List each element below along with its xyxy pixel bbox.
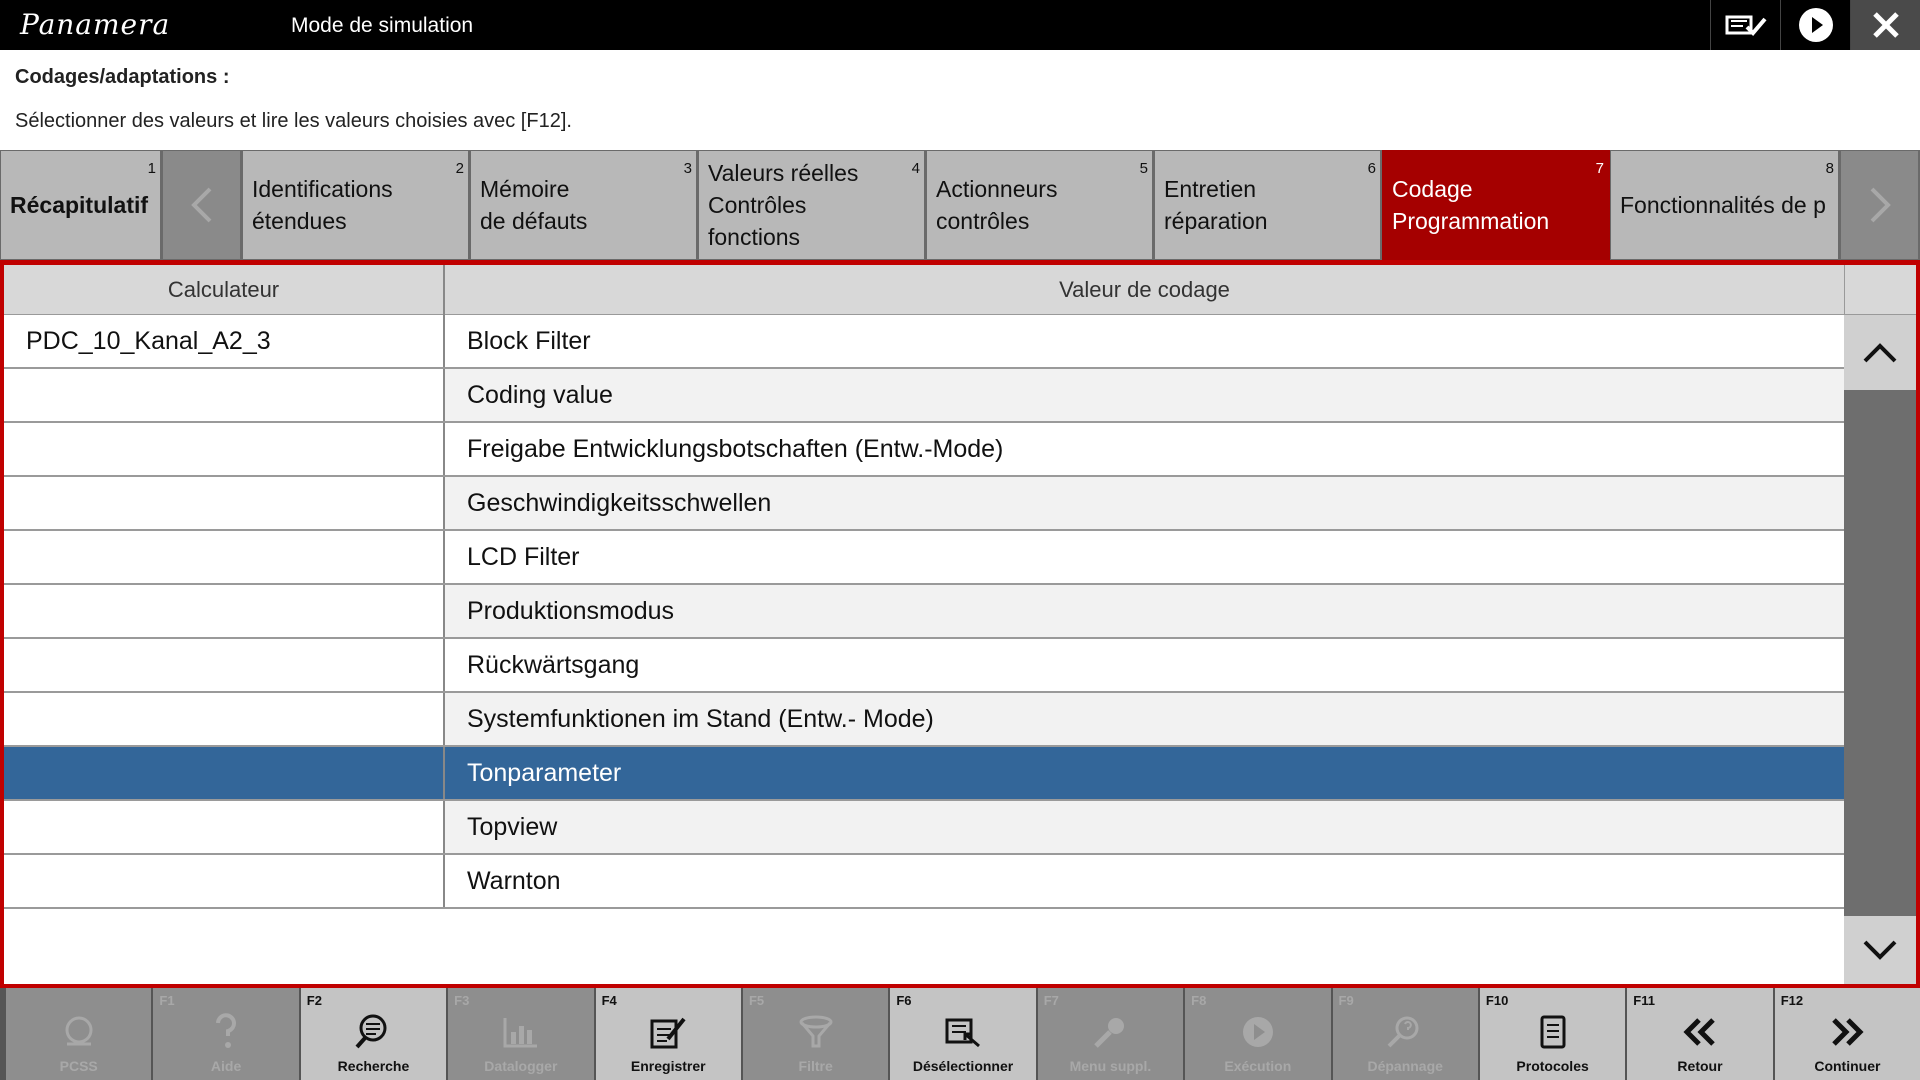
function-label: Filtre <box>798 1058 833 1074</box>
troubleshoot-icon <box>1385 1012 1425 1052</box>
table-row[interactable] <box>4 531 1844 585</box>
tab-scroll-left[interactable] <box>162 150 242 260</box>
deselect-button[interactable] <box>890 988 1035 1080</box>
calculateur-cell <box>4 801 445 853</box>
table-row[interactable] <box>4 693 1844 747</box>
tab-recapitulatif[interactable] <box>0 150 162 260</box>
back-button[interactable] <box>1627 988 1772 1080</box>
scroll-down-button[interactable] <box>1844 916 1916 984</box>
tab-bar <box>0 150 1920 260</box>
coding-value-cell: Warnton <box>445 855 1844 907</box>
execution-button[interactable] <box>1185 988 1330 1080</box>
filter-button[interactable] <box>743 988 888 1080</box>
tab-number: 6 <box>1367 160 1376 177</box>
page-title: Codages/adaptations : <box>15 66 230 88</box>
scroll-track[interactable] <box>1844 390 1916 916</box>
coding-value-cell: Freigabe Entwicklungsbotschaften (Entw.-Mode) <box>445 423 1844 475</box>
tab-label: Identifications étendues <box>252 176 393 234</box>
tab-number: 8 <box>1825 160 1834 177</box>
calculateur-cell <box>4 585 445 637</box>
save-icon <box>648 1012 688 1052</box>
function-key: F5 <box>748 993 765 1008</box>
tab-label: Mémoire de défauts <box>480 176 588 234</box>
forward-icon <box>1826 1012 1868 1052</box>
function-label: Dépannage <box>1367 1058 1443 1074</box>
save-button[interactable] <box>596 988 741 1080</box>
tab-valeurs-reelles[interactable] <box>698 150 926 260</box>
troubleshoot-button[interactable] <box>1333 988 1478 1080</box>
tab-label: Actionneurs contrôles <box>936 176 1058 234</box>
function-key: F8 <box>1191 993 1207 1008</box>
tab-actionneurs[interactable] <box>926 150 1154 260</box>
table-row[interactable] <box>4 477 1844 531</box>
table-body <box>4 315 1844 909</box>
function-label: Retour <box>1677 1058 1723 1074</box>
protocols-button[interactable] <box>1480 988 1625 1080</box>
calculateur-cell <box>4 423 445 475</box>
coding-value-cell: Block Filter <box>445 315 1844 367</box>
table-row[interactable] <box>4 855 1844 909</box>
instruction-text: Sélectionner des valeurs et lire les valeurs choisies avec [F12]. <box>15 110 572 132</box>
calculateur-cell <box>4 747 445 799</box>
tab-number: 4 <box>911 160 920 177</box>
calculateur-cell <box>4 855 445 907</box>
chevron-up-icon <box>1862 341 1898 365</box>
tab-scroll-right[interactable] <box>1840 150 1920 260</box>
tab-codage-programmation[interactable] <box>1382 150 1610 260</box>
function-key: F4 <box>601 993 617 1008</box>
calculateur-cell <box>4 639 445 691</box>
function-label: Continuer <box>1814 1058 1881 1074</box>
function-key-bar <box>0 988 1920 1080</box>
top-icons <box>1710 0 1920 50</box>
datalogger-icon <box>501 1012 541 1052</box>
coding-value-cell: Coding value <box>445 369 1844 421</box>
tab-label: Codage Programmation <box>1392 176 1550 234</box>
table-row[interactable] <box>4 801 1844 855</box>
pcss-button[interactable] <box>6 988 151 1080</box>
datalogger-button[interactable] <box>448 988 593 1080</box>
tab-memoire-defauts[interactable] <box>470 150 698 260</box>
search-icon <box>353 1012 393 1052</box>
tab-label: Récapitulatif <box>10 192 149 218</box>
coding-value-cell: Rückwärtsgang <box>445 639 1844 691</box>
function-key: F3 <box>454 993 470 1008</box>
play-icon[interactable] <box>1780 0 1850 50</box>
chevron-down-icon <box>1862 938 1898 962</box>
function-label: Protocoles <box>1516 1058 1589 1074</box>
tab-fonctionnalites[interactable] <box>1610 150 1840 260</box>
coding-table-panel <box>0 260 1920 988</box>
menu-suppl-button[interactable] <box>1038 988 1183 1080</box>
chevron-right-icon <box>1866 185 1894 225</box>
function-key: F2 <box>306 993 322 1008</box>
calculateur-cell: PDC_10_Kanal_A2_3 <box>4 315 445 367</box>
tab-number: 5 <box>1139 160 1148 177</box>
coding-value-cell: Produktionsmodus <box>445 585 1844 637</box>
table-header <box>4 265 1844 315</box>
tab-number: 1 <box>147 160 156 177</box>
app-logo: Panamera <box>20 8 171 41</box>
coding-value-cell: Geschwindigkeitsschwellen <box>445 477 1844 529</box>
mode-title: Mode de simulation <box>291 14 474 37</box>
tab-entretien[interactable] <box>1154 150 1382 260</box>
function-label: Aide <box>210 1058 242 1074</box>
tab-label: Valeurs réelles Contrôles fonctions <box>708 160 859 250</box>
tab-number: 3 <box>683 160 692 177</box>
calculateur-cell <box>4 693 445 745</box>
scroll-up-button[interactable] <box>1844 315 1916 390</box>
scrollbar-header <box>1844 265 1916 315</box>
function-label: Datalogger <box>484 1058 558 1074</box>
back-icon <box>1679 1012 1721 1052</box>
function-label: Enregistrer <box>630 1058 706 1074</box>
tab-label: Entretien réparation <box>1164 176 1268 234</box>
function-label: Exécution <box>1224 1058 1292 1074</box>
calculateur-cell <box>4 531 445 583</box>
transfer-check-icon[interactable] <box>1710 0 1780 50</box>
deselect-icon <box>943 1012 983 1052</box>
filter-icon <box>798 1012 834 1052</box>
function-label: Menu suppl. <box>1069 1058 1152 1074</box>
top-bar <box>0 0 1920 50</box>
tab-identifications[interactable] <box>242 150 470 260</box>
coding-value-cell: Topview <box>445 801 1844 853</box>
coding-value-cell: Systemfunktionen im Stand (Entw.- Mode) <box>445 693 1844 745</box>
function-key: F9 <box>1338 993 1354 1008</box>
table-row[interactable] <box>4 369 1844 423</box>
help-button[interactable] <box>153 988 298 1080</box>
play-icon <box>1240 1012 1276 1052</box>
help-icon <box>211 1012 241 1052</box>
coding-value-cell: Tonparameter <box>445 747 1844 799</box>
function-label: Désélectionner <box>912 1058 1014 1074</box>
chevron-left-icon <box>188 185 216 225</box>
search-button[interactable] <box>301 988 446 1080</box>
calculateur-cell <box>4 369 445 421</box>
calculateur-cell <box>4 477 445 529</box>
tab-label: Fonctionnalités de p <box>1620 192 1826 218</box>
menu-icon <box>1090 1012 1130 1052</box>
table-row[interactable] <box>4 639 1844 693</box>
coding-value-cell: LCD Filter <box>445 531 1844 583</box>
pcss-icon <box>59 1012 99 1052</box>
function-key: F1 <box>159 993 175 1008</box>
scrollbar[interactable] <box>1844 265 1916 984</box>
continue-button[interactable] <box>1775 988 1920 1080</box>
table-row[interactable] <box>4 585 1844 639</box>
column-header-calculateur: Calculateur <box>4 265 445 315</box>
close-icon[interactable] <box>1850 0 1920 50</box>
table-row[interactable] <box>4 423 1844 477</box>
function-key: F12 <box>1780 993 1804 1008</box>
protocol-icon <box>1538 1012 1568 1052</box>
column-header-valeur: Valeur de codage <box>1059 277 1230 302</box>
function-key: F11 <box>1633 993 1655 1008</box>
tab-number: 2 <box>455 160 464 177</box>
function-key: F6 <box>896 993 912 1008</box>
function-key: F10 <box>1485 993 1509 1008</box>
function-label: PCSS <box>59 1058 98 1074</box>
tab-number: 7 <box>1595 160 1604 177</box>
table-row-selected[interactable] <box>4 747 1844 801</box>
table-row[interactable] <box>4 315 1844 369</box>
function-label: Recherche <box>337 1058 410 1074</box>
function-key: F7 <box>1043 993 1059 1008</box>
